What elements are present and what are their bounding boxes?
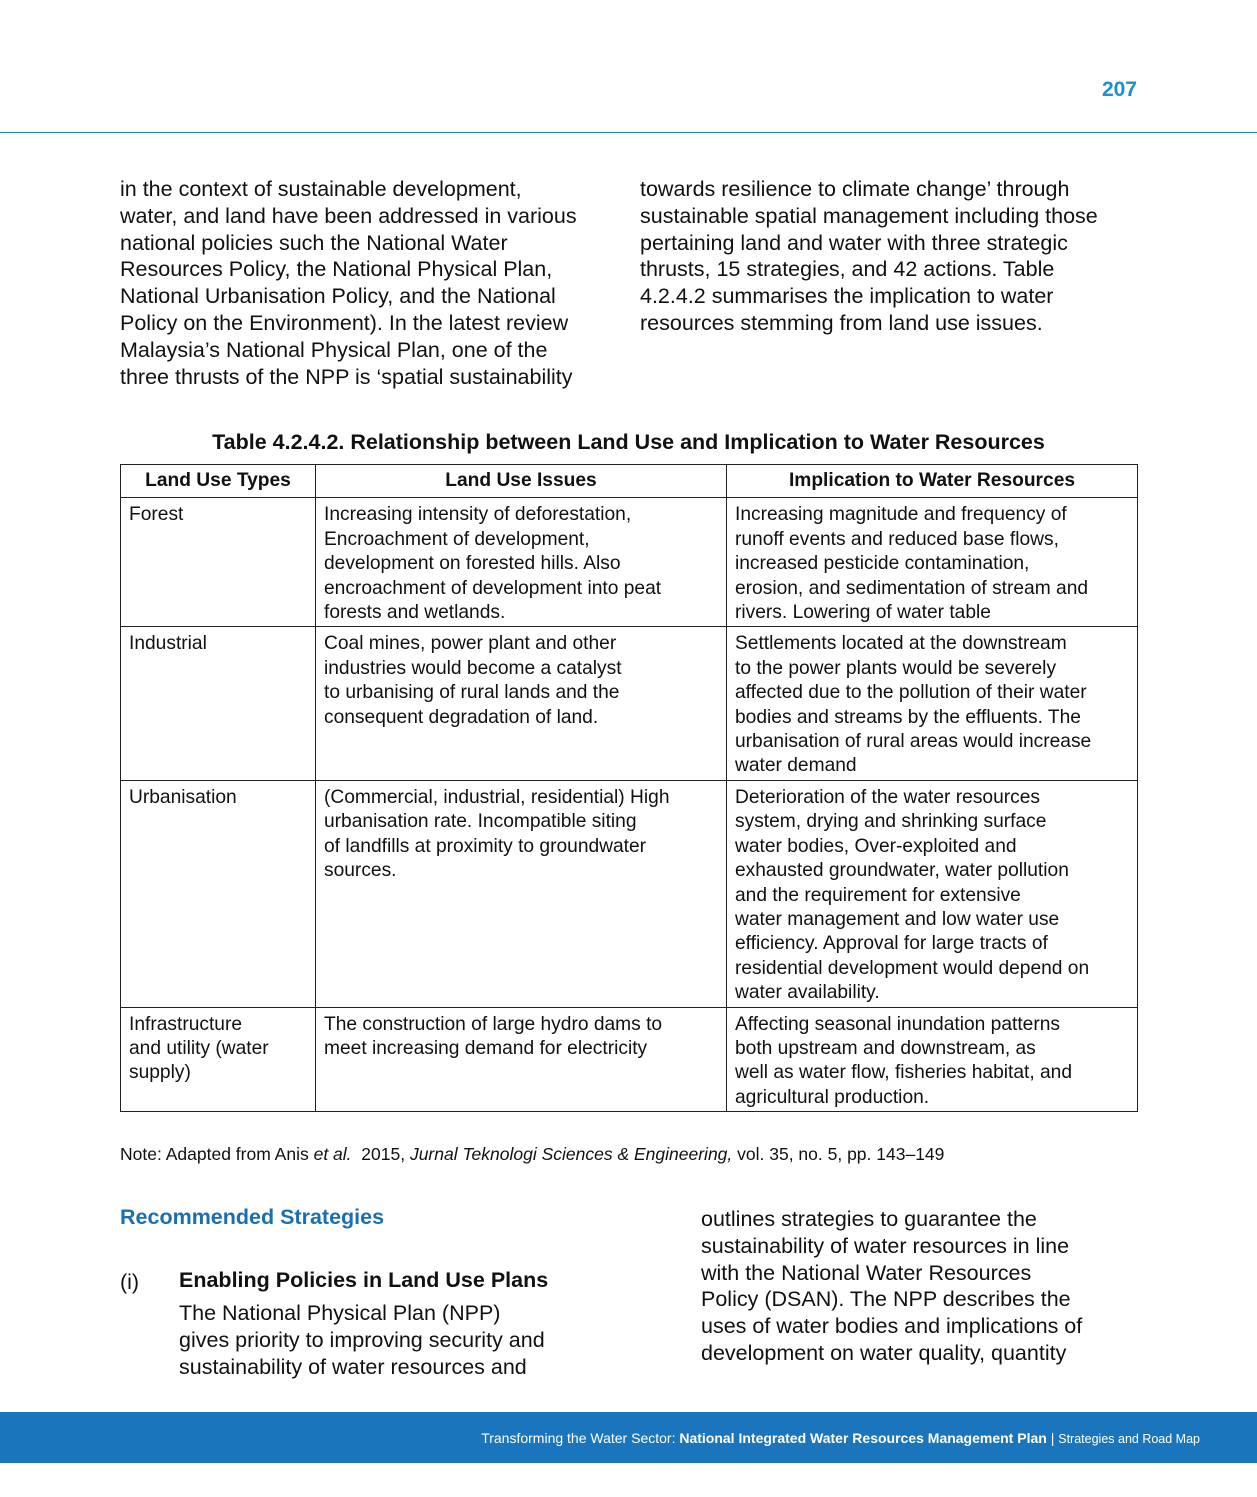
header-rule bbox=[0, 132, 1257, 133]
table-cell: The construction of large hydro dams to meet increasing demand for electricity bbox=[316, 1007, 727, 1112]
item-body: The National Physical Plan (NPP) gives priority to improving security and sustainability of water resources and bbox=[179, 1301, 545, 1379]
intro-left-column: in the context of sustainable development, water, and land have been addressed in various national policies such the National Water Resources Policy, the National Physical Plan, National Urbanisation Policy, and the National Policy on the Environment). In the latest review Malaysia’s National Physical Plan, one of the three thrusts of the NPP is ‘spatial sustainability bbox=[120, 177, 577, 389]
column-header: Implication to Water Resources bbox=[727, 465, 1138, 498]
land-use-table bbox=[120, 464, 1138, 1112]
table-cell: Industrial bbox=[121, 627, 316, 780]
page-number: 207 bbox=[1101, 78, 1137, 101]
footer-section: Strategies and Road Map bbox=[1058, 1432, 1200, 1446]
footer-text bbox=[481, 1430, 1200, 1446]
table-cell: Increasing magnitude and frequency of runoff events and reduced base flows, increased pesticide contamination, erosion, and sedimentation of stream and rivers. Lowering of water table bbox=[727, 498, 1138, 627]
note-year: 2015, bbox=[351, 1144, 410, 1164]
table-cell: Deterioration of the water resources system, drying and shrinking surface water bodies, Over-exploited and exhausted groundwater, water pollution and the requirement for extensive water management and low water use efficiency. Approval for large tracts of residential development would depend on water availability. bbox=[727, 780, 1138, 1007]
column-header: Land Use Issues bbox=[316, 465, 727, 498]
item-title: Enabling Policies in Land Use Plans bbox=[179, 1268, 549, 1292]
table-cell: Coal mines, power plant and other industries would become a catalyst to urbanising of rural lands and the consequent degradation of land. bbox=[316, 627, 727, 780]
intro-text bbox=[120, 176, 1138, 390]
footer-title: National Integrated Water Resources Management Plan bbox=[679, 1430, 1047, 1446]
intro-right-column: towards resilience to climate change’ through sustainable spatial management including those pertaining land and water with three strategic thrusts, 15 strategies, and 42 actions. Table 4.2.4.2 summarises the implication to water resources stemming from land use issues. bbox=[640, 177, 1098, 335]
table-cell: Increasing intensity of deforestation, Encroachment of development, development on forested hills. Also encroachment of development into peat forests and wetlands. bbox=[316, 498, 727, 627]
table-title: Table 4.2.4.2. Relationship between Land Use and Implication to Water Resources bbox=[212, 430, 1045, 454]
note-journal: Jurnal Teknologi Sciences & Engineering, bbox=[409, 1144, 733, 1164]
table-row bbox=[121, 498, 1138, 627]
table-cell: Affecting seasonal inundation patterns both upstream and downstream, as well as water flow, fisheries habitat, and agricultural production. bbox=[727, 1007, 1138, 1112]
table-cell: Forest bbox=[121, 498, 316, 627]
footer-separator: | bbox=[1046, 1430, 1059, 1446]
table-cell: Settlements located at the downstream to the power plants would be severely affected due to the pollution of their water bodies and streams by the effluents. The urbanisation of rural areas would increase water demand bbox=[727, 627, 1138, 780]
table-note bbox=[120, 1143, 944, 1165]
footer-prefix: Transforming the Water Sector: bbox=[481, 1430, 680, 1446]
table-header-row bbox=[121, 465, 1138, 498]
column-header: Land Use Types bbox=[121, 465, 316, 498]
table-cell: Urbanisation bbox=[121, 780, 316, 1007]
table-cell: (Commercial, industrial, residential) High urbanisation rate. Incompatible siting of landfills at proximity to groundwater sources. bbox=[316, 780, 727, 1007]
table-row bbox=[121, 780, 1138, 1007]
right-column-body: outlines strategies to guarantee the sustainability of water resources in line with the National Water Resources Policy (DSAN). The NPP describes the uses of water bodies and implications of development on water quality, quantity bbox=[701, 1207, 1083, 1365]
table-row bbox=[121, 1007, 1138, 1112]
footer-bar bbox=[0, 1412, 1257, 1463]
section-heading: Recommended Strategies bbox=[120, 1205, 385, 1229]
item-number: (i) bbox=[120, 1270, 140, 1294]
table-cell: Infrastructure and utility (water supply) bbox=[121, 1007, 316, 1112]
table-row bbox=[121, 627, 1138, 780]
note-rest: vol. 35, no. 5, pp. 143–149 bbox=[732, 1144, 945, 1164]
note-etal: et al. bbox=[313, 1144, 352, 1164]
note-prefix: Note: Adapted from Anis bbox=[120, 1144, 314, 1164]
